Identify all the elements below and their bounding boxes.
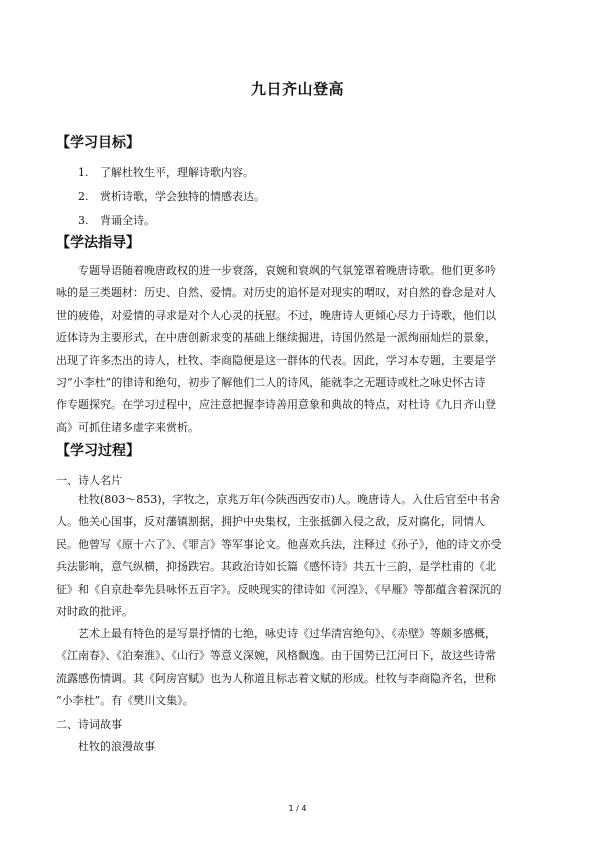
process-heading: 【学习过程】 <box>56 443 140 459</box>
text-line: 高》可抓住诸多虚字来赏析。 <box>56 420 199 434</box>
list-number: 3. <box>78 214 89 227</box>
list-item <box>78 209 265 233</box>
text-line: 征》和《自京赴奉先县咏怀五百字》。反映现实的律诗如《河湟》、《早雁》等都蕴含着深沉的 <box>56 582 502 596</box>
list-number: 2. <box>78 190 89 203</box>
story-title: 杜牧的浪漫故事 <box>78 740 155 753</box>
text-line: 作专题探究。在学习过程中，应注意把握李诗善用意象和典故的特点，对杜诗《九日齐山登 <box>56 398 496 412</box>
text-line: 人。他关心国事，反对藩镇割据，拥护中央集权，主张抵御入侵之敌，反对腐化，同情人 <box>56 515 485 529</box>
text-line: 杜牧(803～853)，字牧之，京兆万年(今陕西西安市)人。晚唐诗人。入仕后官至中书舍 <box>78 493 501 506</box>
text-line: 《江南春》、《泊秦淮》、《山行》等意义深婉，风格飘逸。由于国势已江河日下，故这些诗常 <box>56 649 496 663</box>
list-item <box>78 185 265 209</box>
list-item <box>78 161 265 185</box>
text-line: 专题导语随着晚唐政权的进一步衰落，哀婉和衰飒的气氛笼罩着晚唐诗歌。他们更多吟 <box>78 264 496 277</box>
subsection-poem-story: 二、诗词故事 <box>56 718 122 731</box>
text-line: 世的疲倦，对爱情的寻求是对个人心灵的抚慰。不过，晚唐诗人更倾心尽力于诗歌，他们以 <box>56 308 496 322</box>
list-text: 背诵全诗。 <box>100 214 155 227</box>
text-line: 艺术上最有特色的是写景抒情的七绝，咏史诗《过华清宫绝句》、《赤壁》等颇多感概， <box>78 627 496 640</box>
method-paragraph <box>56 260 542 439</box>
text-line: 民。他曾写《原十六了》、《罪言》等军事论文。他喜欢兵法，注释过《孙子》，他的诗文亦受 <box>56 537 502 551</box>
page-number: 1 / 4 <box>288 804 307 813</box>
text-line: 兵法影响，意气纵横，抑扬跌宕。其政治诗如长篇《感怀诗》共五十三韵，是学杜甫的《北 <box>56 560 496 574</box>
goals-list <box>78 161 265 233</box>
text-line: 习“小李杜”的律诗和绝句，初步了解他们二人的诗风，能就李之无题诗或杜之咏史怀古诗 <box>56 376 486 390</box>
text-line: 流露感伤情调。其《阿房宫赋》也为人称道且标志着文赋的形成。杜牧与李商隐齐名，世称 <box>56 671 496 685</box>
list-text: 了解杜牧生平，理解诗歌内容。 <box>100 166 254 179</box>
subsection-poet-card: 一、诗人名片 <box>56 474 122 487</box>
text-line: “小李杜”。有《樊川文集》。 <box>56 694 194 708</box>
page-title: 九日齐山登高 <box>250 80 344 98</box>
list-number: 1. <box>78 166 89 179</box>
method-heading: 【学法指导】 <box>56 235 140 251</box>
bio-paragraph <box>56 489 542 623</box>
text-line: 对时政的批评。 <box>56 605 133 619</box>
text-line: 近体诗为主要形式，在中唐创新求变的基础上继续掘进，诗国仍然是一派绚丽灿烂的景象， <box>56 331 496 345</box>
goals-heading: 【学习目标】 <box>56 135 140 151</box>
text-line: 咏的是三类题材：历史、自然、爱情。对历史的追怀是对现实的喟叹，对自然的眷念是对人 <box>56 286 496 300</box>
art-paragraph <box>56 623 542 713</box>
list-text: 赏析诗歌，学会独特的情感表达。 <box>100 190 265 203</box>
text-line: 出现了许多杰出的诗人，杜牧、李商隐便是这一群体的代表。因此，学习本专题，主要是学 <box>56 353 496 367</box>
